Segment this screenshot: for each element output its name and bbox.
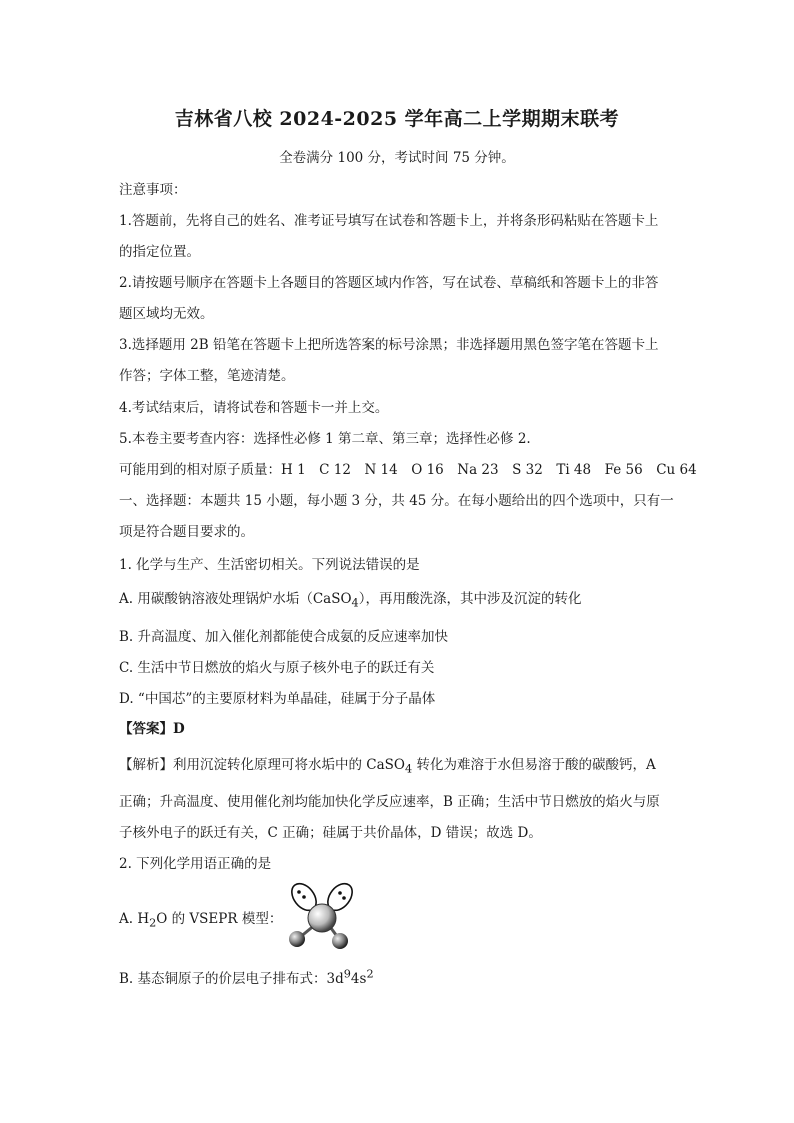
question-1-explanation: 【解析】利用沉淀转化原理可将水垢中的 CaSO$_4$ 转化为难溶于水但易溶于酸的碳酸钙，A	[119, 757, 656, 776]
section-heading: 项是符合题目要求的。	[119, 524, 254, 540]
section-heading: 一、选择题：本题共 15 小题，每小题 3 分，共 45 分。在每小题给出的四个选项中，只有一	[119, 493, 674, 509]
question-2-stem: 2. 下列化学用语正确的是	[119, 856, 272, 872]
question-1-option-c: C. 生活中节日燃放的焰火与原子核外电子的跃迁有关	[119, 660, 435, 676]
notice-line: 3.选择题用 2B 铅笔在答题卡上把所选答案的标号涂黑；非选择题用黑色签字笔在答题卡上	[119, 337, 659, 353]
question-1-option-a: A. 用碳酸钠溶液处理锅炉水垢（CaSO$_4$），再用酸洗涤，其中涉及沉淀的转化	[119, 591, 582, 610]
notice-line: 5.本卷主要考查内容：选择性必修 1 第二章、第三章；选择性必修 2.	[119, 431, 531, 447]
notice-line: 题区域均无效。	[119, 306, 214, 322]
question-1-stem: 1. 化学与生产、生活密切相关。下列说法错误的是	[119, 557, 420, 573]
h2o-vsepr-model-icon	[282, 880, 362, 952]
hydrogen-atom	[332, 933, 348, 949]
notice-line: 作答；字体工整，笔迹清楚。	[119, 368, 295, 384]
question-2-option-b: B. 基态铜原子的价层电子排布式：$3d^94s^2$	[119, 967, 374, 987]
notice-line: 的指定位置。	[119, 244, 200, 260]
notice-line: 1.答题前，先将自己的姓名、准考证号填写在试卷和答题卡上，并将条形码粘贴在答题卡上	[119, 213, 659, 229]
notice-line: 2.请按题号顺序在答题卡上各题目的答题区域内作答，写在试卷、草稿纸和答题卡上的非答	[119, 275, 659, 291]
atomic-masses: 可能用到的相对原子质量：H 1 C 12 N 14 O 16 Na 23 S 32 Ti 48 Fe 56 Cu 64	[119, 462, 697, 478]
question-1-explanation: 子核外电子的跃迁有关，C 正确；硅属于共价晶体，D 错误；故选 D。	[119, 825, 542, 841]
question-1-option-b: B. 升高温度、加入催化剂都能使合成氨的反应速率加快	[119, 629, 449, 645]
page-subtitle: 全卷满分 100 分，考试时间 75 分钟。	[279, 150, 515, 166]
question-1-answer: 【答案】D	[119, 721, 185, 737]
notice-line: 4.考试结束后，请将试卷和答题卡一并上交。	[119, 400, 389, 416]
oxygen-atom	[308, 904, 336, 932]
question-2-option-a: A. $H_2O$ 的 VSEPR 模型：	[119, 911, 283, 930]
question-1-explanation: 正确；升高温度、使用催化剂均能加快化学反应速率，B 正确；生活中节日燃放的焰火与原	[119, 794, 660, 810]
notice-header: 注意事项：	[119, 182, 187, 198]
question-1-option-d: D. “中国芯”的主要原材料为单晶硅，硅属于分子晶体	[119, 691, 436, 707]
page-title: 吉林省八校 2024-2025 学年高二上学期期末联考	[174, 108, 620, 130]
hydrogen-atom	[289, 931, 305, 947]
